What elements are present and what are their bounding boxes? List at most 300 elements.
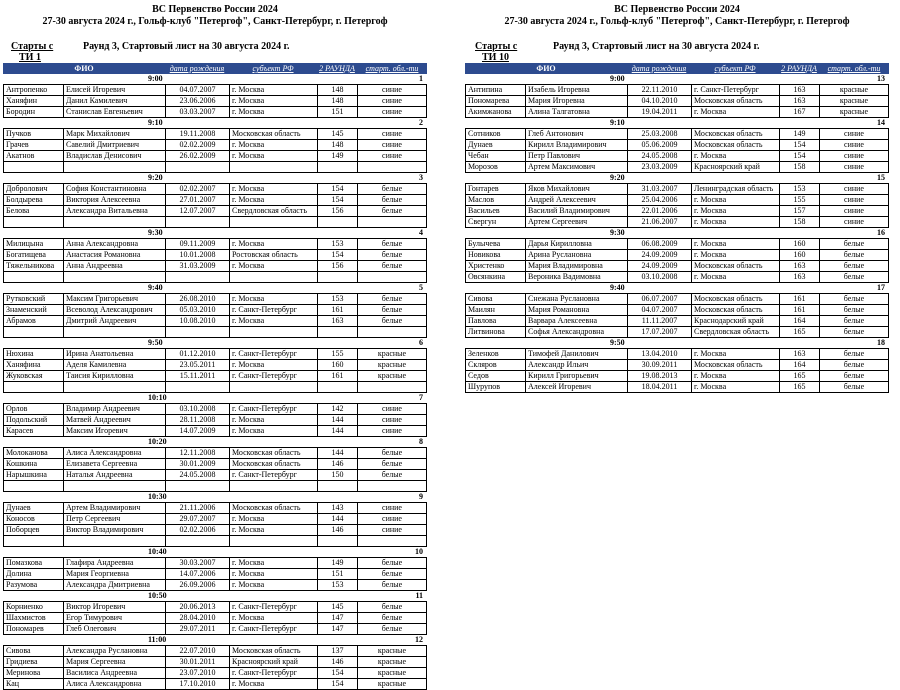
tees-cell: белые (819, 371, 889, 381)
group-header (465, 118, 889, 129)
table-row (3, 657, 427, 668)
surname-cell (3, 481, 63, 491)
score-cell: 158 (779, 217, 819, 227)
tee-label: ТИ 10 (482, 52, 509, 63)
caption (465, 41, 889, 63)
group-header (3, 437, 427, 448)
caption (3, 41, 427, 63)
birth-date-cell: 11.11.2007 (627, 316, 691, 326)
group-number: 1 (419, 74, 423, 83)
score-cell: 154 (779, 140, 819, 150)
birth-date-cell: 31.03.2007 (627, 184, 691, 194)
given-names-cell: София Константиновна (63, 184, 165, 194)
birth-date-cell: 10.08.2010 (165, 316, 229, 326)
surname-cell: Пономарев (3, 624, 63, 634)
tees-cell: синие (357, 85, 427, 95)
table-row (3, 85, 427, 96)
score-cell: 163 (317, 316, 357, 326)
tees-cell: белые (357, 448, 427, 458)
surname-cell: Дунаев (465, 140, 525, 150)
tees-cell: синие (357, 525, 427, 535)
score-cell: 146 (317, 459, 357, 469)
group-number: 11 (415, 591, 423, 600)
tees-cell: синие (819, 206, 889, 216)
start-group (3, 437, 427, 492)
birth-date-cell: 21.06.2007 (627, 217, 691, 227)
given-names-cell: Софья Александровна (525, 327, 627, 337)
given-names-cell: Владимир Андреевич (63, 404, 165, 414)
surname-cell: Морозов (465, 162, 525, 172)
region-cell: г. Москва (229, 195, 317, 205)
region-cell: Свердловская область (229, 206, 317, 216)
given-names-cell: Владислав Денисович (63, 151, 165, 161)
start-group (465, 173, 889, 228)
surname-cell: Грачев (3, 140, 63, 150)
score-cell: 155 (317, 349, 357, 359)
starts-label: Старты с (11, 41, 54, 52)
score-cell: 164 (779, 316, 819, 326)
table-row (3, 426, 427, 437)
tees-cell: красные (819, 85, 889, 95)
region-cell (229, 481, 317, 491)
group-number: 17 (877, 283, 885, 292)
tees-cell (357, 217, 427, 227)
birth-date-cell: 04.07.2007 (165, 85, 229, 95)
start-group (465, 118, 889, 173)
group-number: 16 (877, 228, 885, 237)
table-row (3, 151, 427, 162)
birth-date-cell: 29.07.2007 (165, 514, 229, 524)
region-cell: г. Москва (691, 272, 779, 282)
birth-date-cell: 12.11.2008 (165, 448, 229, 458)
table-row (3, 558, 427, 569)
surname-cell: Орлов (3, 404, 63, 414)
table-row (3, 470, 427, 481)
given-names-cell: Глафира Андреевна (63, 558, 165, 568)
region-cell: г. Москва (691, 107, 779, 117)
birth-date-cell: 02.02.2007 (165, 184, 229, 194)
surname-cell: Бородин (3, 107, 63, 117)
region-cell: Краснодарский край (691, 316, 779, 326)
tees-cell: белые (819, 360, 889, 370)
table-row (3, 250, 427, 261)
table-row (3, 415, 427, 426)
start-time: 9:10 (148, 118, 163, 127)
start-time: 9:50 (610, 338, 625, 347)
tees-cell: красные (357, 371, 427, 381)
round-caption: Раунд 3, Стартовый лист на 30 августа 2024 г. (83, 41, 290, 52)
birth-date-cell: 28.11.2008 (165, 415, 229, 425)
birth-date-cell: 24.05.2008 (627, 151, 691, 161)
surname-cell: Новикова (465, 250, 525, 260)
col-round: 2 РАУНДА (319, 64, 355, 73)
given-names-cell: Алиса Александровна (63, 679, 165, 689)
region-cell: Ленинградская область (691, 184, 779, 194)
given-names-cell: Максим Григорьевич (63, 294, 165, 304)
birth-date-cell: 30.03.2007 (165, 558, 229, 568)
table-row (3, 459, 427, 470)
score-cell: 153 (317, 239, 357, 249)
score-cell: 151 (317, 107, 357, 117)
given-names-cell (63, 536, 165, 546)
birth-date-cell: 28.04.2010 (165, 613, 229, 623)
tees-cell: синие (819, 195, 889, 205)
surname-cell: Антипина (465, 85, 525, 95)
birth-date-cell: 24.05.2008 (165, 470, 229, 480)
score-cell: 156 (317, 261, 357, 271)
group-number: 8 (419, 437, 423, 446)
birth-date-cell: 19.08.2013 (627, 371, 691, 381)
start-group (3, 173, 427, 228)
tees-cell: синие (357, 404, 427, 414)
table-row (3, 184, 427, 195)
birth-date-cell: 20.06.2013 (165, 602, 229, 612)
surname-cell: Пучков (3, 129, 63, 139)
given-names-cell: Глеб Олегович (63, 624, 165, 634)
given-names-cell (63, 217, 165, 227)
birth-date-cell (165, 327, 229, 337)
region-cell: г. Москва (691, 382, 779, 392)
score-cell: 146 (317, 657, 357, 667)
tees-cell: белые (357, 624, 427, 634)
tees-cell (357, 327, 427, 337)
score-cell: 148 (317, 140, 357, 150)
score-cell: 155 (779, 195, 819, 205)
tees-cell: синие (357, 151, 427, 161)
start-group (465, 283, 889, 338)
group-number: 2 (419, 118, 423, 127)
surname-cell: Коносов (3, 514, 63, 524)
given-names-cell: Алексей Игоревич (525, 382, 627, 392)
score-cell: 163 (779, 272, 819, 282)
group-header (3, 228, 427, 239)
table-row (3, 624, 427, 635)
tees-cell: белые (357, 613, 427, 623)
given-names-cell: Андрей Алексеевич (525, 195, 627, 205)
region-cell: г. Москва (229, 239, 317, 249)
given-names-cell: Наталья Андреевна (63, 470, 165, 480)
table-row (465, 107, 889, 118)
given-names-cell: Виктор Игоревич (63, 602, 165, 612)
table-row (3, 613, 427, 624)
score-cell: 149 (779, 129, 819, 139)
score-cell: 160 (779, 239, 819, 249)
table-row (465, 129, 889, 140)
birth-date-cell: 23.03.2009 (627, 162, 691, 172)
score-cell: 144 (317, 415, 357, 425)
tees-cell: красные (357, 349, 427, 359)
surname-cell: Добролович (3, 184, 63, 194)
score-cell: 154 (317, 184, 357, 194)
table-row (3, 261, 427, 272)
table-row (465, 96, 889, 107)
region-cell: г. Санкт-Петербург (229, 602, 317, 612)
region-cell: г. Москва (229, 151, 317, 161)
region-cell: г. Москва (229, 184, 317, 194)
surname-cell: Булычева (465, 239, 525, 249)
region-cell (229, 217, 317, 227)
region-cell: Московская область (691, 360, 779, 370)
region-cell: г. Москва (229, 415, 317, 425)
start-time: 9:30 (610, 228, 625, 237)
birth-date-cell (165, 382, 229, 392)
tees-cell: синие (819, 140, 889, 150)
given-names-cell: Тимофей Данилович (525, 349, 627, 359)
birth-date-cell: 24.09.2009 (627, 261, 691, 271)
surname-cell: Разумова (3, 580, 63, 590)
given-names-cell: Кирилл Григорьевич (525, 371, 627, 381)
group-number: 5 (419, 283, 423, 292)
start-group (3, 118, 427, 173)
col-round: 2 РАУНДА (781, 64, 817, 73)
table-row (465, 140, 889, 151)
table-row (3, 294, 427, 305)
region-cell: Красноярский край (229, 657, 317, 667)
birth-date-cell: 03.03.2007 (165, 107, 229, 117)
given-names-cell: Виктория Алексеевна (63, 195, 165, 205)
tees-cell: красные (357, 646, 427, 656)
table-row (465, 272, 889, 283)
given-names-cell: Елисей Игоревич (63, 85, 165, 95)
region-cell: г. Москва (691, 349, 779, 359)
start-group (3, 228, 427, 283)
group-header (465, 283, 889, 294)
surname-cell: Маилян (465, 305, 525, 315)
score-cell: 145 (317, 129, 357, 139)
surname-cell: Антропенко (3, 85, 63, 95)
region-cell: г. Москва (229, 613, 317, 623)
group-number: 18 (877, 338, 885, 347)
surname-cell: Акатнов (3, 151, 63, 161)
table-row (3, 448, 427, 459)
tees-cell: белые (357, 459, 427, 469)
table-row (3, 305, 427, 316)
birth-date-cell (165, 272, 229, 282)
given-names-cell: Марк Михайлович (63, 129, 165, 139)
region-cell: Свердловская область (691, 327, 779, 337)
given-names-cell: Мария Сергеевна (63, 657, 165, 667)
region-cell: г. Москва (691, 206, 779, 216)
region-cell: Московская область (229, 129, 317, 139)
group-header (3, 74, 427, 85)
surname-cell (3, 536, 63, 546)
given-names-cell: Данил Камилевич (63, 96, 165, 106)
region-cell: г. Москва (691, 371, 779, 381)
surname-cell (3, 272, 63, 282)
table-row (3, 327, 427, 338)
surname-cell: Кац (3, 679, 63, 689)
surname-cell (3, 162, 63, 172)
start-group (3, 393, 427, 437)
right-table (465, 74, 889, 393)
region-cell: Московская область (691, 261, 779, 271)
score-cell: 157 (779, 206, 819, 216)
region-cell: г. Москва (229, 316, 317, 326)
birth-date-cell: 09.11.2009 (165, 239, 229, 249)
region-cell: г. Москва (229, 294, 317, 304)
region-cell: г. Санкт-Петербург (229, 349, 317, 359)
col-tees: старт. обл.-ти (827, 64, 881, 73)
region-cell: г. Москва (229, 96, 317, 106)
start-time: 9:10 (610, 118, 625, 127)
region-cell: г. Москва (229, 360, 317, 370)
given-names-cell: Петр Павлович (525, 151, 627, 161)
region-cell: г. Москва (691, 250, 779, 260)
given-names-cell: Анна Андреевна (63, 261, 165, 271)
region-cell: г. Москва (229, 140, 317, 150)
tees-cell: синие (357, 514, 427, 524)
start-time: 10:30 (148, 492, 167, 501)
table-row (3, 316, 427, 327)
score-cell: 137 (317, 646, 357, 656)
surname-cell: Шахмистов (3, 613, 63, 623)
table-row (3, 481, 427, 492)
tees-cell: белые (357, 305, 427, 315)
tees-cell (357, 481, 427, 491)
tees-cell: белые (357, 558, 427, 568)
tees-cell: синие (819, 184, 889, 194)
tees-cell: белые (819, 294, 889, 304)
surname-cell: Молоканова (3, 448, 63, 458)
tees-cell: белые (357, 195, 427, 205)
score-cell: 161 (779, 305, 819, 315)
surname-cell: Пономарева (465, 96, 525, 106)
region-cell: г. Москва (229, 107, 317, 117)
region-cell: г. Санкт-Петербург (229, 404, 317, 414)
start-time: 9:50 (148, 338, 163, 347)
start-time: 9:20 (148, 173, 163, 182)
surname-cell: Абрамов (3, 316, 63, 326)
birth-date-cell: 19.04.2011 (627, 107, 691, 117)
start-time: 10:50 (148, 591, 167, 600)
group-header (3, 635, 427, 646)
surname-cell (3, 382, 63, 392)
surname-cell (3, 327, 63, 337)
score-cell: 161 (317, 305, 357, 315)
given-names-cell: Максим Игоревич (63, 426, 165, 436)
given-names-cell: Вероника Вадимовна (525, 272, 627, 282)
score-cell: 151 (317, 569, 357, 579)
start-group (3, 74, 427, 118)
birth-date-cell: 13.04.2010 (627, 349, 691, 359)
birth-date-cell: 22.01.2006 (627, 206, 691, 216)
surname-cell: Сивова (465, 294, 525, 304)
surname-cell: Тяжельникова (3, 261, 63, 271)
region-cell (229, 327, 317, 337)
region-cell: Московская область (229, 503, 317, 513)
birth-date-cell: 25.03.2008 (627, 129, 691, 139)
table-row (465, 250, 889, 261)
col-tees: старт. обл.-ти (365, 64, 419, 73)
start-time: 9:20 (610, 173, 625, 182)
score-cell: 164 (779, 360, 819, 370)
surname-cell: Меринова (3, 668, 63, 678)
birth-date-cell: 04.10.2010 (627, 96, 691, 106)
region-cell: г. Санкт-Петербург (229, 668, 317, 678)
event-title: ВС Первенство России 2024 (152, 4, 278, 15)
birth-date-cell (165, 481, 229, 491)
given-names-cell: Арина Руслановна (525, 250, 627, 260)
col-name: ФИО (536, 64, 556, 73)
tees-cell: синие (819, 151, 889, 161)
given-names-cell: Александр Ильич (525, 360, 627, 370)
given-names-cell: Мария Георгиевна (63, 569, 165, 579)
table-row (3, 382, 427, 393)
table-row (3, 371, 427, 382)
start-group (465, 228, 889, 283)
birth-date-cell: 22.11.2010 (627, 85, 691, 95)
start-time: 10:10 (148, 393, 167, 402)
table-row (3, 580, 427, 591)
surname-cell: Кошкина (3, 459, 63, 469)
table-row (465, 217, 889, 228)
start-time: 9:00 (148, 74, 163, 83)
start-time: 9:40 (148, 283, 163, 292)
score-cell: 144 (317, 514, 357, 524)
left-panel (3, 0, 427, 690)
surname-cell: Гридиева (3, 657, 63, 667)
birth-date-cell: 23.05.2011 (165, 360, 229, 370)
start-time: 11:00 (148, 635, 167, 644)
given-names-cell: Мария Романовна (525, 305, 627, 315)
score-cell: 156 (317, 206, 357, 216)
table-row (465, 349, 889, 360)
region-cell: г. Москва (229, 679, 317, 689)
tees-cell: белые (357, 294, 427, 304)
surname-cell: Ханяфин (3, 96, 63, 106)
birth-date-cell: 29.07.2011 (165, 624, 229, 634)
region-cell: Красноярский край (691, 162, 779, 172)
score-cell: 163 (779, 261, 819, 271)
left-table (3, 74, 427, 690)
tees-cell (357, 272, 427, 282)
region-cell: г. Санкт-Петербург (229, 371, 317, 381)
region-cell (229, 382, 317, 392)
surname-cell: Милицына (3, 239, 63, 249)
given-names-cell: Глеб Антонович (525, 129, 627, 139)
given-names-cell: Алина Талгатовна (525, 107, 627, 117)
score-cell: 154 (317, 195, 357, 205)
given-names-cell: Артем Сергеевич (525, 217, 627, 227)
table-row (3, 217, 427, 228)
surname-cell: Поборцев (3, 525, 63, 535)
event-subtitle: 27-30 августа 2024 г., Гольф-клуб "Петергоф", Санкт-Петербург, г. Петергоф (504, 16, 850, 27)
table-row (3, 668, 427, 679)
col-region: субъект РФ (714, 64, 756, 73)
birth-date-cell: 31.03.2009 (165, 261, 229, 271)
table-row (3, 140, 427, 151)
region-cell: г. Москва (229, 85, 317, 95)
birth-date-cell: 10.01.2008 (165, 250, 229, 260)
given-names-cell: Всеволод Александрович (63, 305, 165, 315)
surname-cell (3, 217, 63, 227)
tees-cell: синие (357, 415, 427, 425)
given-names-cell: Мария Игоревна (525, 96, 627, 106)
surname-cell: Свергун (465, 217, 525, 227)
surname-cell: Овсянкина (465, 272, 525, 282)
region-cell: г. Санкт-Петербург (229, 470, 317, 480)
table-row (465, 85, 889, 96)
table-row (3, 602, 427, 613)
score-cell (317, 481, 357, 491)
score-cell: 165 (779, 327, 819, 337)
score-cell: 144 (317, 426, 357, 436)
tees-cell: красные (357, 657, 427, 667)
surname-cell: Болдырева (3, 195, 63, 205)
region-cell: Московская область (229, 459, 317, 469)
start-group (3, 283, 427, 338)
birth-date-cell: 23.06.2006 (165, 96, 229, 106)
